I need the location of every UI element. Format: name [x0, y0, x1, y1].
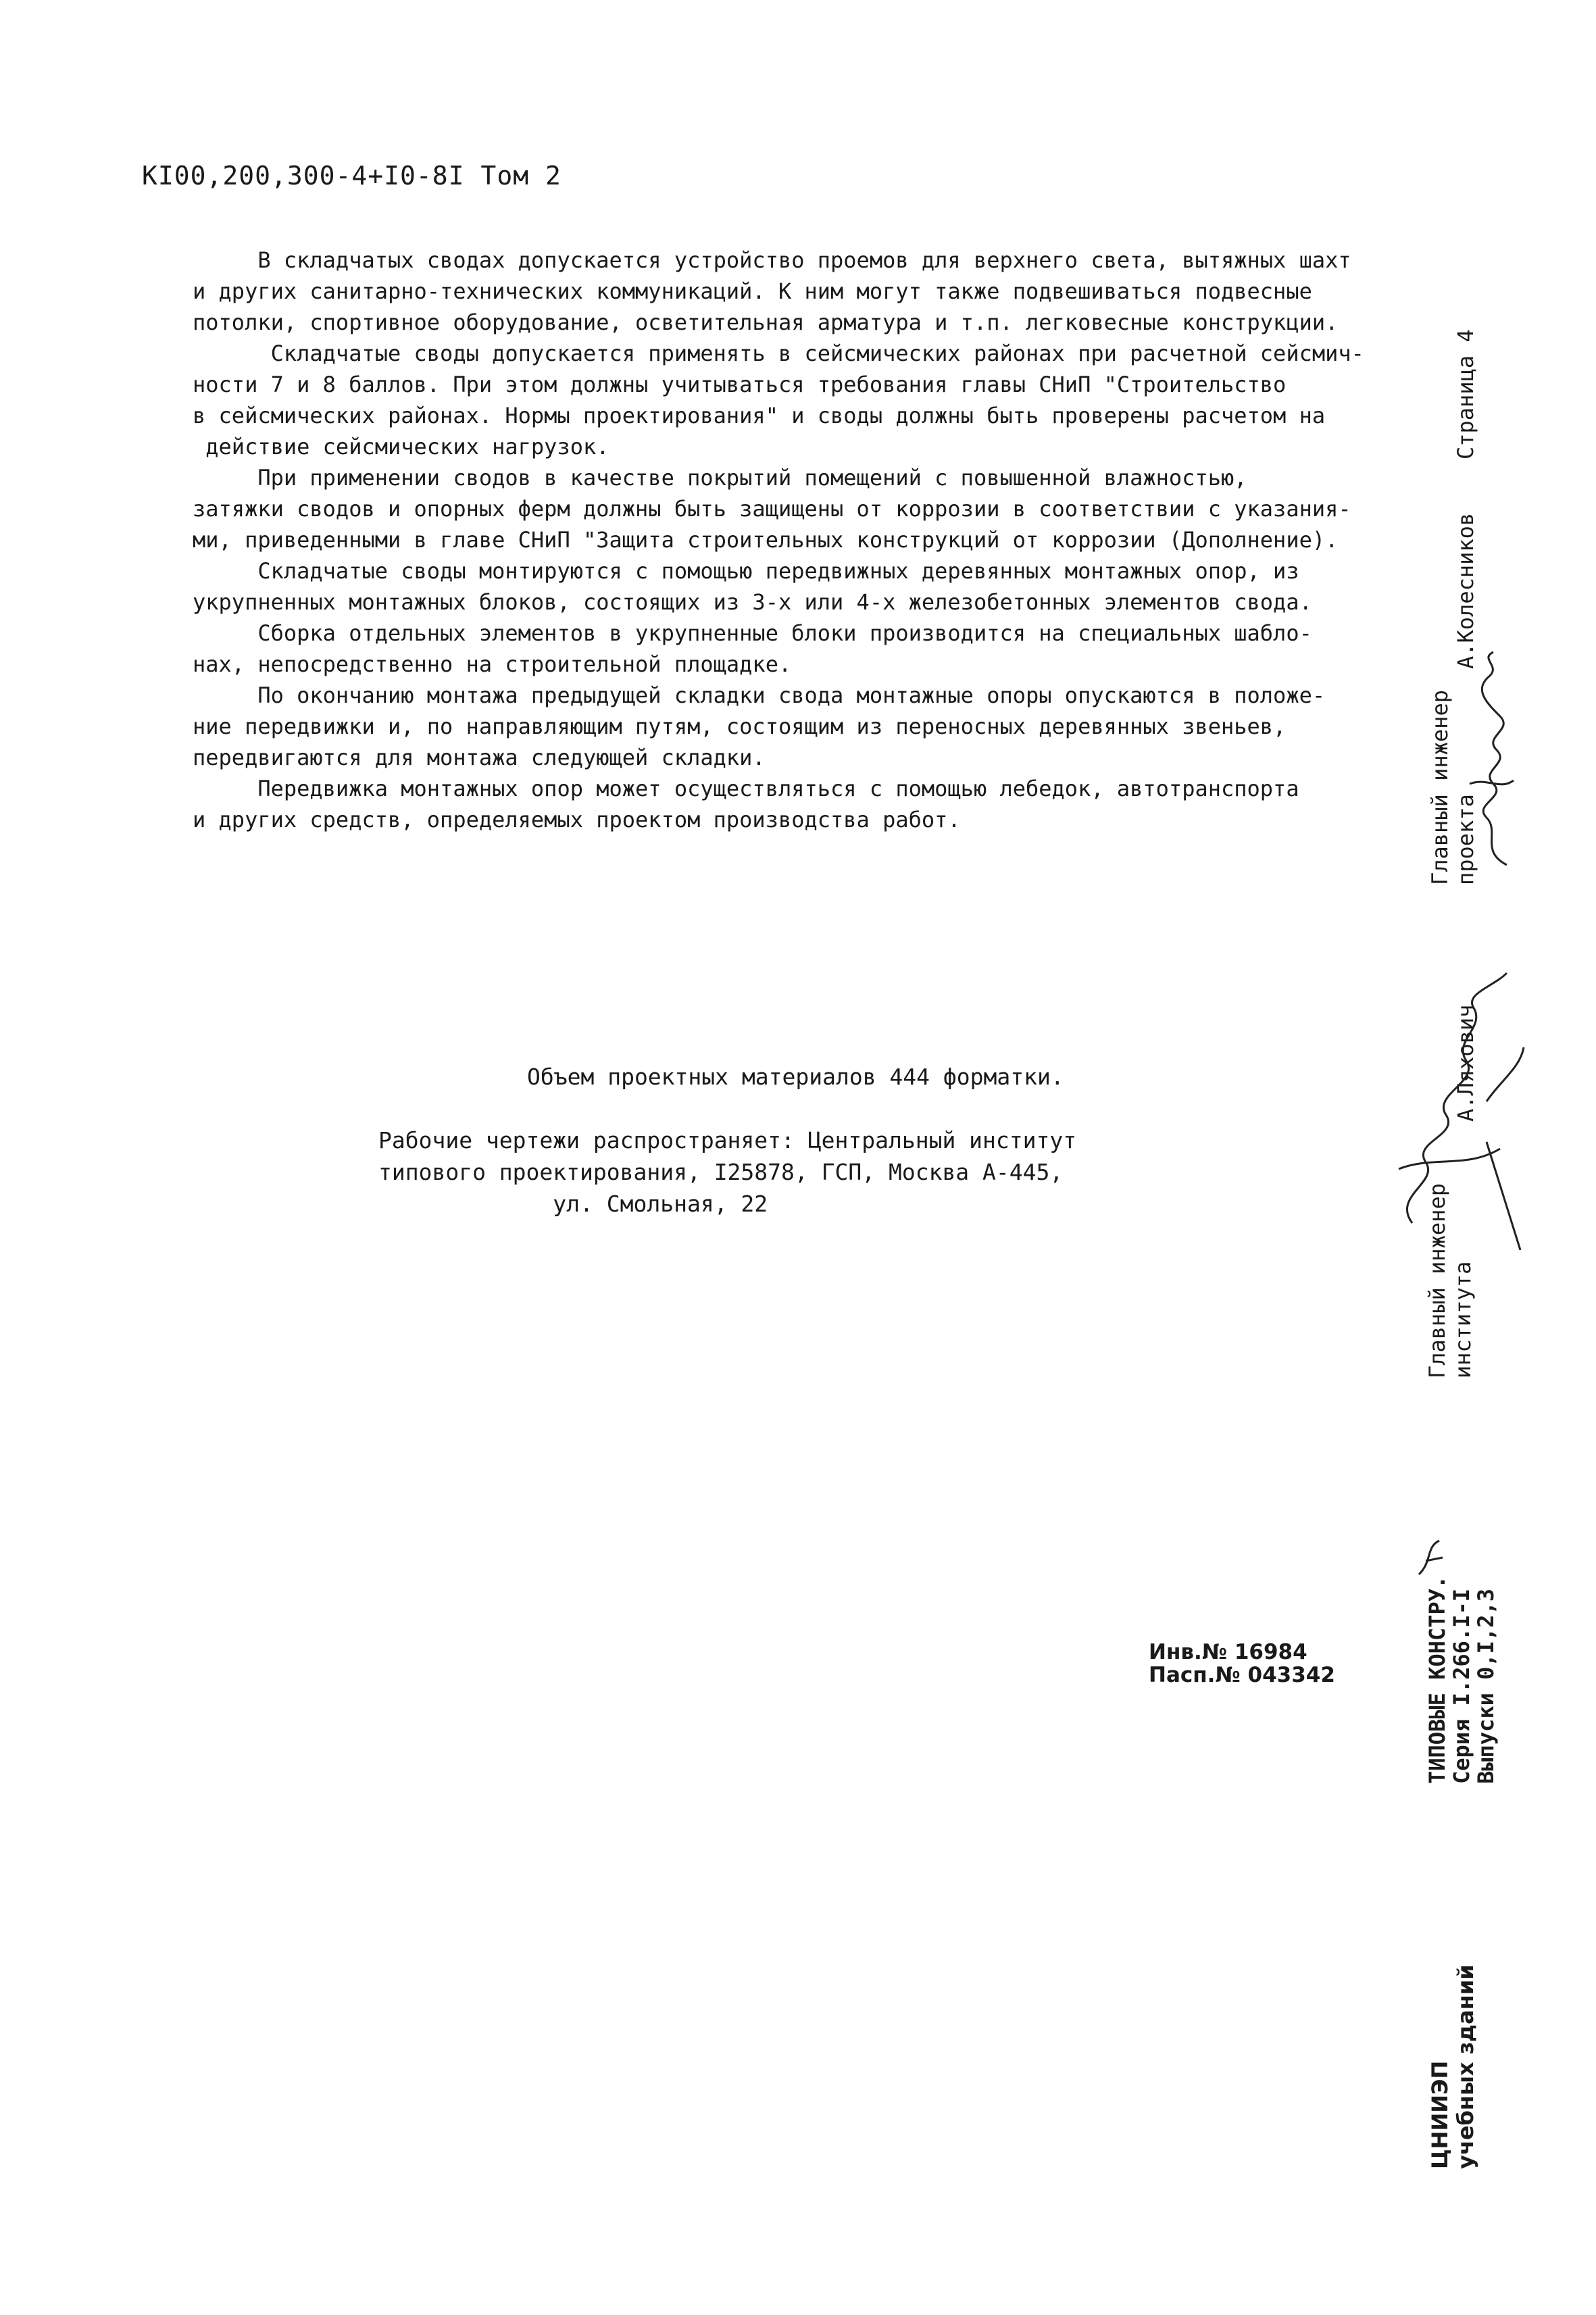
chief-engineer-project-name: А.Колесников [1453, 512, 1478, 669]
chief-engineer-institute-title-2: института [1450, 1261, 1476, 1378]
body-line: нах, непосредственно на строительной площадке. [193, 651, 792, 677]
signature-mark [1412, 1534, 1453, 1581]
chief-engineer-institute-title: Главный инженер [1424, 1183, 1450, 1378]
body-line: потолки, спортивное оборудование, осветительная арматура и т.п. легковесные конструкции. [193, 309, 1339, 335]
series-title: ТИПОВЫЕ КОНСТРУ. [1424, 1575, 1450, 1784]
body-line: При применении сводов в качестве покрытий помещений с повышенной влажностью, [193, 465, 1247, 491]
document-code: КI00,200,300-4+I0-8I Том 2 [142, 161, 562, 191]
passport-number: Пасп.№ 043342 [1149, 1663, 1335, 1687]
body-line: По окончанию монтажа предыдущей складки свода монтажные опоры опускаются в положе- [193, 682, 1326, 708]
distribution-line: ул. Смольная, 22 [378, 1191, 768, 1217]
organization-subtitle: учебных зданий [1453, 1964, 1478, 2169]
series-number: Серия I.266.I-I [1449, 1589, 1474, 1784]
body-line: и других средств, определяемых проектом производства работ. [193, 807, 961, 832]
body-line: в сейсмических районах. Нормы проектирования" и своды должны быть проверены расчетом на [193, 403, 1326, 428]
body-line: Передвижка монтажных опор может осуществляться с помощью лебедок, автотранспорта [193, 776, 1299, 801]
chief-engineer-project-title-2: проекта [1453, 794, 1478, 885]
body-line: Складчатые своды допускается применять в сейсмических районах при расчетной сейсмич- [193, 341, 1364, 366]
signature-lyakhovich [1385, 966, 1527, 1250]
volume-text: Объем проектных материалов 444 форматки. [527, 1064, 1064, 1090]
signature-kolesnikov [1460, 649, 1520, 872]
body-line: передвигаются для монтажа следующей складки. [193, 745, 766, 770]
body-line: ние передвижки и, по направляющим путям, состоящим из переносных деревянных звеньев, [193, 714, 1287, 739]
organization-name: ЦНИИЭП [1427, 2060, 1453, 2169]
body-line: затяжки сводов и опорных ферм должны быть защищены от коррозии в соответствии с указания- [193, 496, 1351, 522]
page-number: Страница 4 [1453, 329, 1478, 459]
chief-engineer-institute-name: А.Ляхович [1453, 1004, 1478, 1122]
series-issues: Выпуски 0,I,2,3 [1473, 1589, 1499, 1784]
inventory-block [1149, 1641, 1335, 1687]
body-line: укрупненных монтажных блоков, состоящих из 3-х или 4-х железобетонных элементов свода. [193, 589, 1312, 615]
body-line: В складчатых сводах допускается устройство проемов для верхнего света, вытяжных шахт [193, 247, 1351, 273]
spacer [378, 1093, 1076, 1124]
distribution-line: типового проектирования, I25878, ГСП, Москва А-445, [378, 1159, 1064, 1185]
body-line: ности 7 и 8 баллов. При этом должны учитываться требования главы СНиП "Строительство [193, 372, 1287, 397]
body-line: ми, приведенными в главе СНиП "Защита строительных конструкций от коррозии (Дополнение). [193, 527, 1339, 553]
body-line: Сборка отдельных элементов в укрупненные блоки производится на специальных шабло- [193, 620, 1312, 646]
body-text [193, 245, 1382, 835]
chief-engineer-project-title: Главный инженер [1427, 690, 1453, 885]
inventory-number: Инв.№ 16984 [1149, 1640, 1307, 1664]
volume-block [378, 1061, 1076, 1220]
body-line: Складчатые своды монтируются с помощью передвижных деревянных монтажных опор, из [193, 558, 1299, 584]
body-line: и других санитарно-технических коммуникаций. К ним могут также подвешиваться подвесные [193, 278, 1312, 304]
distribution-line: Рабочие чертежи распространяет: Центральный институт [378, 1127, 1077, 1153]
body-line: действие сейсмических нагрузок. [193, 434, 609, 459]
